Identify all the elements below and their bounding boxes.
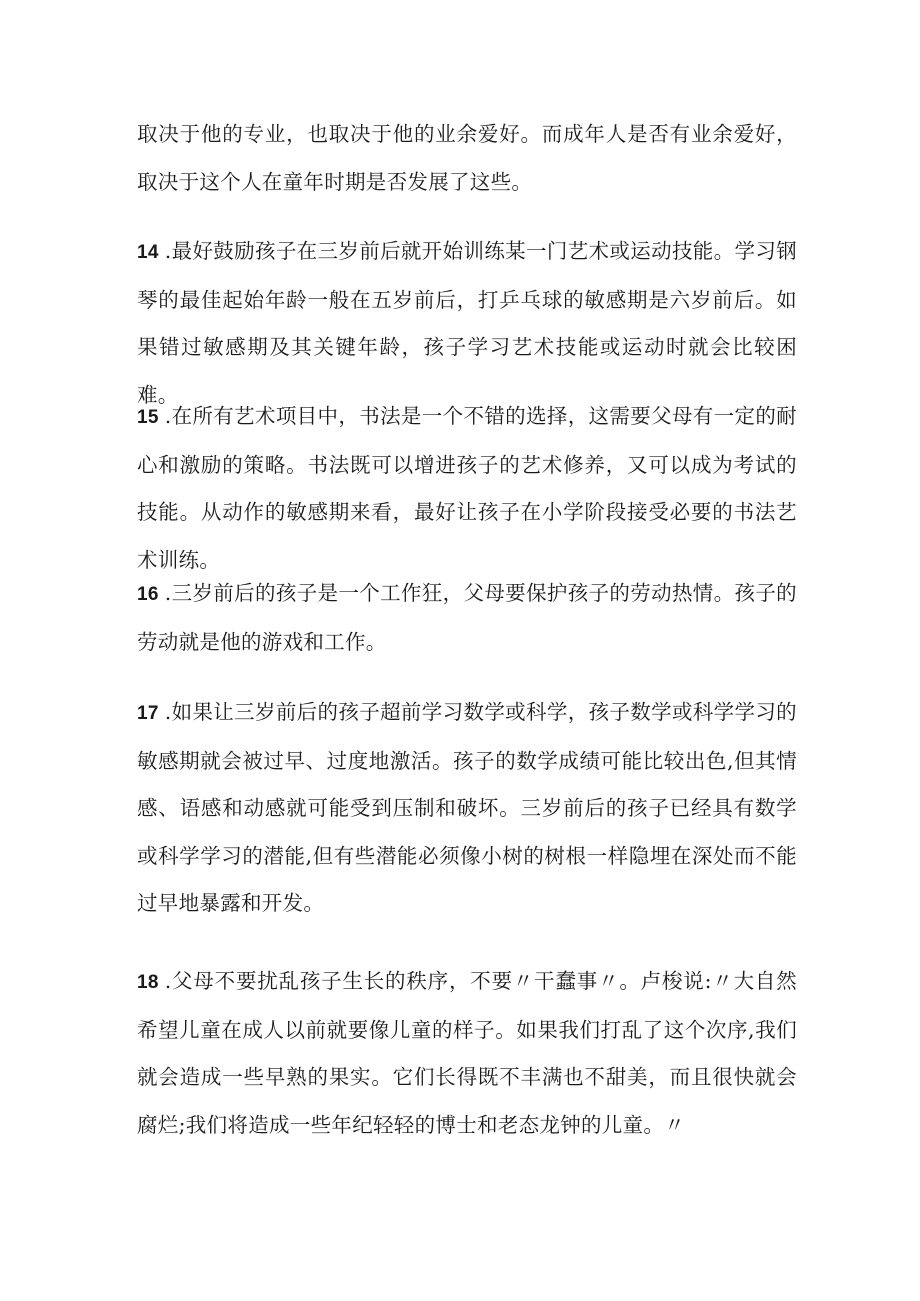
paragraph-16 xyxy=(137,570,797,666)
paragraph-number: 16 xyxy=(137,584,159,605)
paragraph-17 xyxy=(137,689,797,928)
paragraph-number: 18 xyxy=(137,972,159,993)
paragraph-18 xyxy=(137,958,797,1149)
paragraph-text: .三岁前后的孩子是一个工作狂，父母要保护孩子的劳动热情。孩子的劳动就是他的游戏和工作。 xyxy=(137,581,797,654)
paragraph-text: 取决于他的专业，也取决于他的业余爱好。而成年人是否有业余爱好，取决于这个人在童年时期是否发展了这些。 xyxy=(137,122,797,194)
paragraph-number: 14 xyxy=(137,242,159,263)
paragraph-13-continued xyxy=(137,111,797,206)
paragraph-14 xyxy=(137,228,797,419)
paragraph-text: .最好鼓励孩子在三岁前后就开始训练某一门艺术或运动技能。学习钢琴的最佳起始年龄一般在五岁前后，打乒乓球的敏感期是六岁前后。如果错过敏感期及其关键年龄，孩子学习艺术技能或运动时就会比较困难。 xyxy=(137,239,797,407)
paragraph-text: .父母不要扰乱孩子生长的秩序，不要〃干蠢事〃。卢梭说:〃大自然希望儿童在成人以前就要像儿童的样子。如果我们打乱了这个次序,我们就会造成一些早熟的果实。它们长得既不丰满也不甜美，而且很快就会腐烂;我们将造成一些年纪轻轻的博士和老态龙钟的儿童。〃 xyxy=(137,969,797,1137)
paragraph-number: 17 xyxy=(137,703,159,724)
paragraph-number: 15 xyxy=(137,407,159,428)
paragraph-text: .如果让三岁前后的孩子超前学习数学或科学，孩子数学或科学学习的敏感期就会被过早、过度地激活。孩子的数学成绩可能比较出色,但其情感、语感和动感就可能受到压制和破坏。三岁前后的孩子已经具有数学或科学学习的潜能,但有些潜能必须像小树的树根一样隐埋在深处而不能过早地暴露和开发。 xyxy=(137,700,797,915)
paragraph-text: .在所有艺术项目中，书法是一个不错的选择，这需要父母有一定的耐心和激励的策略。书法既可以增进孩子的艺术修养，又可以成为考试的技能。从动作的敏感期来看，最好让孩子在小学阶段接受必要的书法艺术训练。 xyxy=(137,404,797,572)
paragraph-15 xyxy=(137,393,797,584)
